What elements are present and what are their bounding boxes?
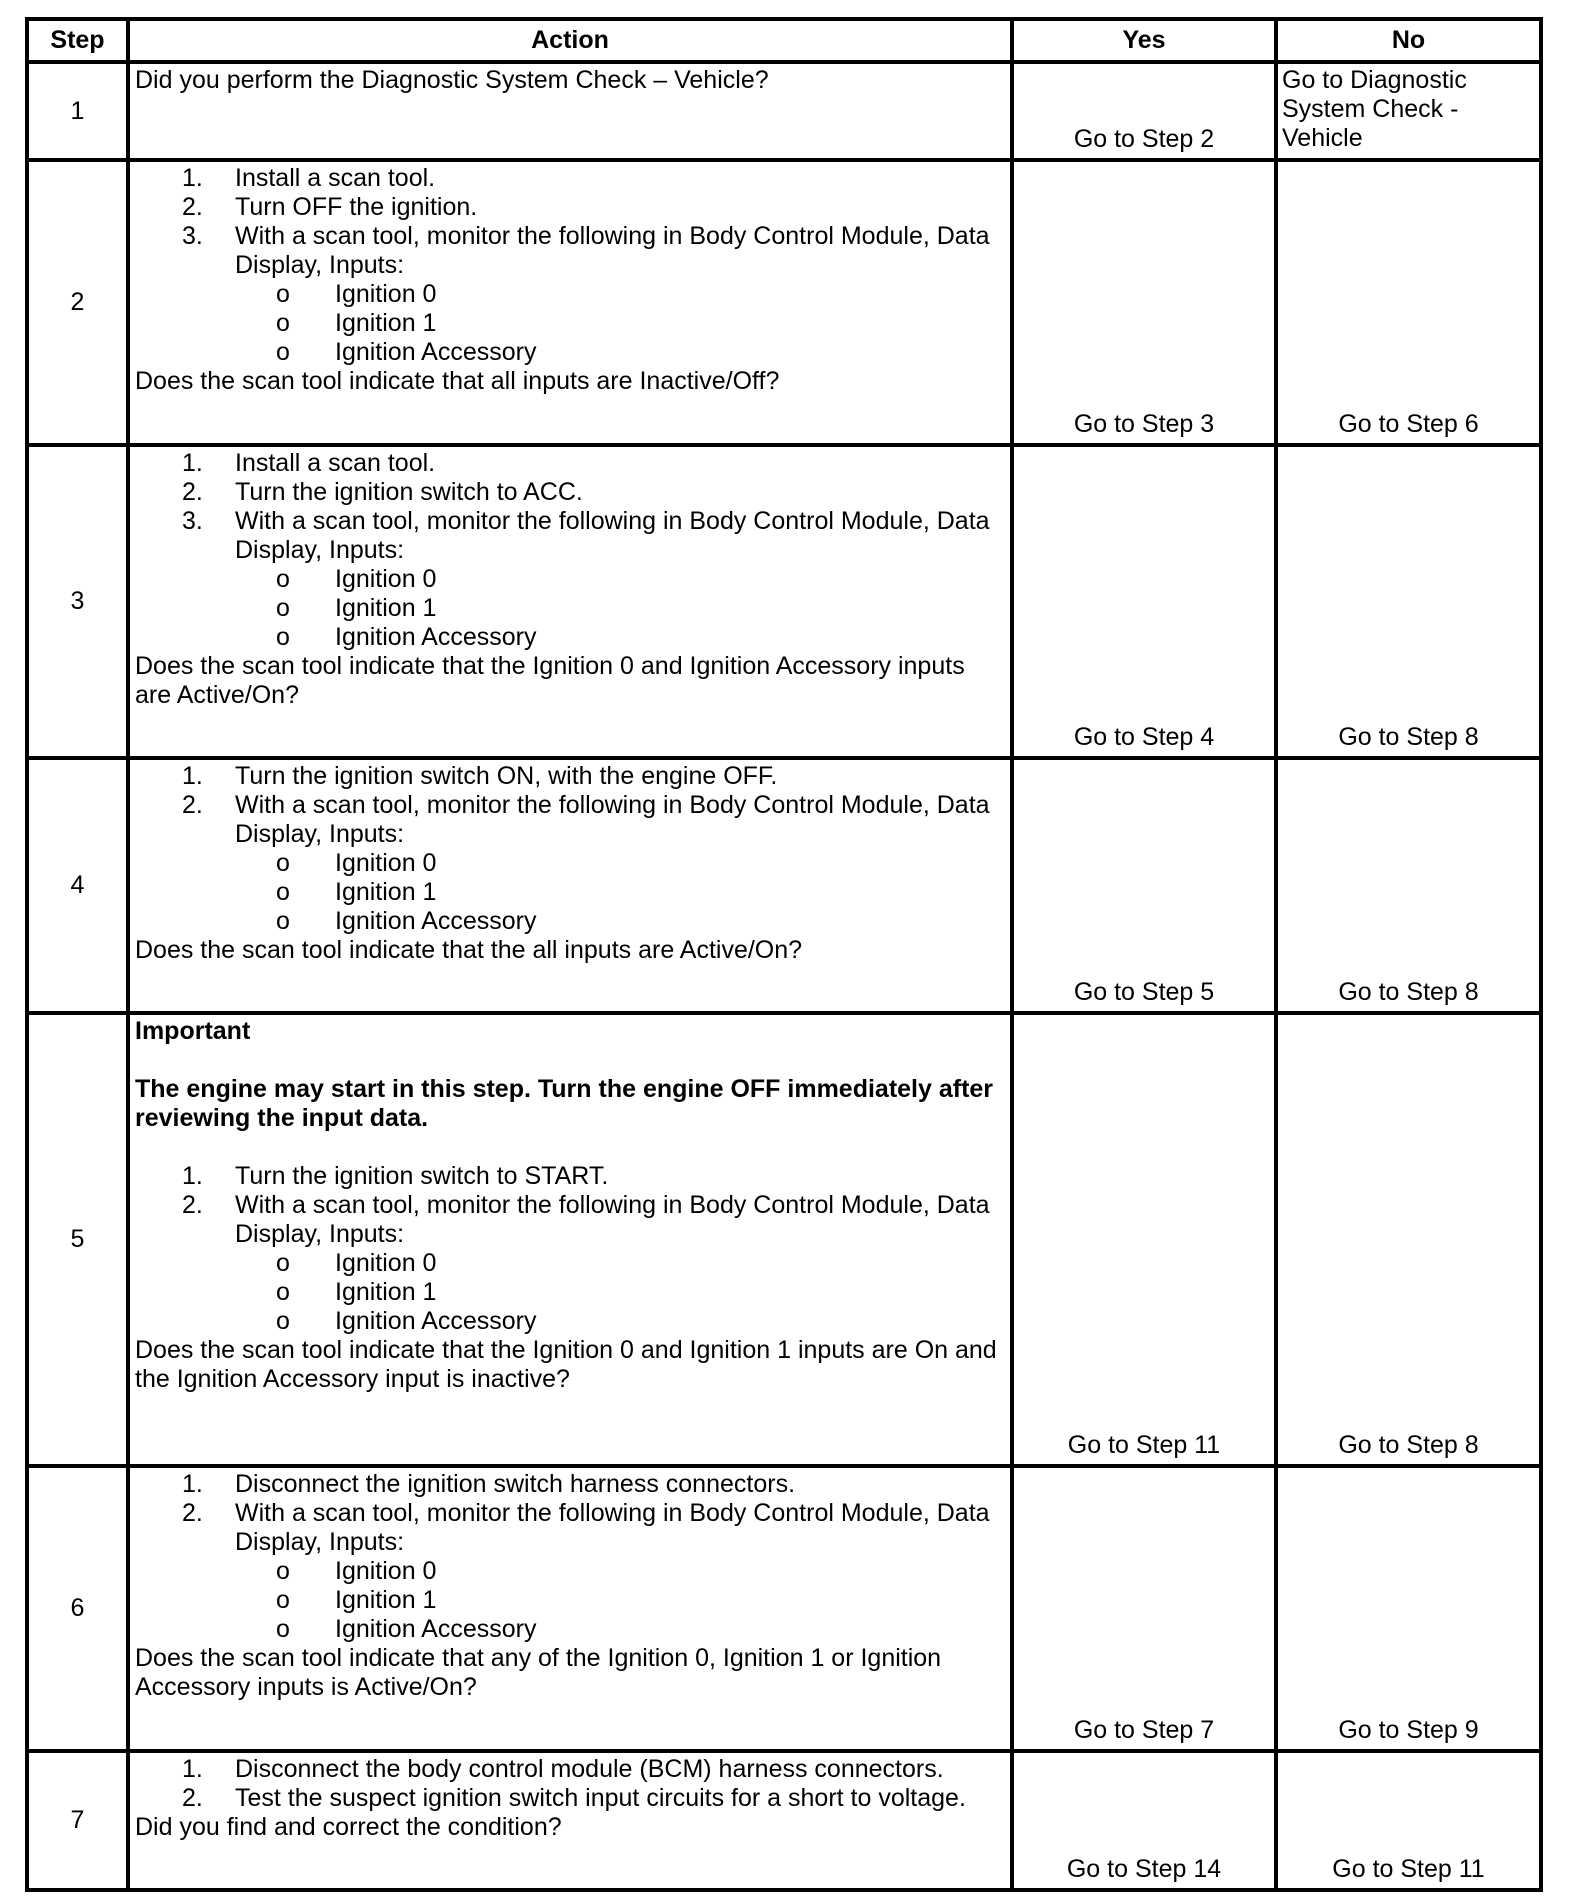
- table-header-row: [27, 19, 1541, 62]
- no-cell: Go to Step 9: [1276, 1466, 1541, 1751]
- bullet-icon: o: [276, 1249, 290, 1277]
- numbered-list: [135, 1470, 1002, 1644]
- action-question: Does the scan tool indicate that any of the Ignition 0, Ignition 1 or Ignition Accessory inputs is Active/On?: [135, 1644, 942, 1701]
- list-number: 2.: [182, 193, 203, 221]
- sub-list: [235, 565, 1002, 652]
- header-no: No: [1276, 19, 1541, 62]
- list-item: 2. Turn OFF the ignition.: [182, 193, 478, 221]
- list-number: 2.: [182, 1191, 203, 1219]
- action-cell: [128, 445, 1012, 758]
- step-number: 2: [27, 160, 128, 445]
- list-number: 2.: [182, 791, 203, 819]
- bullet-icon: o: [276, 309, 290, 337]
- table-row: [27, 1751, 1541, 1890]
- header-yes: Yes: [1012, 19, 1276, 62]
- numbered-list: [135, 762, 1002, 936]
- list-number: 2.: [182, 1784, 203, 1812]
- list-item: 2. Turn the ignition switch to ACC.: [182, 478, 583, 506]
- bullet-icon: o: [276, 1278, 290, 1306]
- action-question: Did you perform the Diagnostic System Check – Vehicle?: [135, 66, 769, 94]
- yes-cell: Go to Step 2: [1012, 62, 1276, 160]
- table-row: [27, 160, 1541, 445]
- table-row: [27, 758, 1541, 1013]
- list-item: 1. Install a scan tool.: [182, 449, 436, 477]
- step-number: 6: [27, 1466, 128, 1751]
- list-item: 1. Install a scan tool.: [182, 164, 436, 192]
- step-number: 4: [27, 758, 128, 1013]
- sub-list-item: o Ignition 0: [276, 1557, 437, 1585]
- yes-cell: Go to Step 14: [1012, 1751, 1276, 1890]
- list-number: 2.: [182, 1499, 203, 1527]
- table-row: [27, 1013, 1541, 1466]
- action-question: Does the scan tool indicate that the all inputs are Active/On?: [135, 936, 803, 964]
- action-question: Does the scan tool indicate that the Ignition 0 and Ignition 1 inputs are On and the Ignition Accessory input is inactive?: [135, 1336, 997, 1393]
- step-number: 7: [27, 1751, 128, 1890]
- list-number: 3.: [182, 507, 203, 535]
- action-steps: [135, 449, 1002, 652]
- action-question: Does the scan tool indicate that all inputs are Inactive/Off?: [135, 367, 780, 395]
- list-number: 2.: [182, 478, 203, 506]
- numbered-list: [135, 1755, 1002, 1813]
- list-item: 2. Test the suspect ignition switch input circuits for a short to voltage.: [182, 1784, 966, 1812]
- action-steps: [135, 1755, 1002, 1813]
- important-notice: The engine may start in this step. Turn the engine OFF immediately after reviewing the input data.: [135, 1075, 994, 1132]
- bullet-icon: o: [276, 1557, 290, 1585]
- list-item: 2. With a scan tool, monitor the following in Body Control Module, Data Display, Inputs: o Ignition 0 o Ignition 1 o Ignition Accessory: [135, 791, 1002, 936]
- list-item: 1. Disconnect the ignition switch harness connectors.: [182, 1470, 796, 1498]
- action-question: Did you find and correct the condition?: [135, 1813, 562, 1841]
- list-item: 2. With a scan tool, monitor the following in Body Control Module, Data Display, Inputs: o Ignition 0 o Ignition 1 o Ignition Accessory: [135, 1191, 1002, 1336]
- yes-cell: Go to Step 5: [1012, 758, 1276, 1013]
- sub-list-item: o Ignition Accessory: [276, 338, 537, 366]
- action-cell: [128, 758, 1012, 1013]
- yes-cell: Go to Step 7: [1012, 1466, 1276, 1751]
- header-step: Step: [27, 19, 128, 62]
- diagnostic-table: [25, 17, 1543, 1892]
- no-cell: Go to Step 8: [1276, 1013, 1541, 1466]
- yes-cell: Go to Step 4: [1012, 445, 1276, 758]
- sub-list-item: o Ignition 0: [276, 1249, 437, 1277]
- list-number: 1.: [182, 449, 203, 477]
- bullet-icon: o: [276, 878, 290, 906]
- yes-cell: Go to Step 11: [1012, 1013, 1276, 1466]
- action-cell: [128, 1466, 1012, 1751]
- list-item: 3. With a scan tool, monitor the following in Body Control Module, Data Display, Inputs: o Ignition 0 o Ignition 1 o Ignition Accessory: [135, 222, 1002, 367]
- sub-list: [235, 1557, 1002, 1644]
- list-item: 2. With a scan tool, monitor the following in Body Control Module, Data Display, Inputs: o Ignition 0 o Ignition 1 o Ignition Accessory: [135, 1499, 1002, 1644]
- sub-list-item: o Ignition 1: [276, 1586, 437, 1614]
- action-question: Does the scan tool indicate that the Ignition 0 and Ignition Accessory inputs are Active/On?: [135, 652, 965, 709]
- header-action: Action: [128, 19, 1012, 62]
- sub-list: [235, 1249, 1002, 1336]
- action-steps: [135, 1470, 1002, 1644]
- list-number: 3.: [182, 222, 203, 250]
- yes-cell: Go to Step 3: [1012, 160, 1276, 445]
- bullet-icon: o: [276, 907, 290, 935]
- sub-list-item: o Ignition 0: [276, 565, 437, 593]
- bullet-icon: o: [276, 594, 290, 622]
- sub-list-item: o Ignition Accessory: [276, 623, 537, 651]
- no-cell: Go to Step 11: [1276, 1751, 1541, 1890]
- list-number: 1.: [182, 1470, 203, 1498]
- bullet-icon: o: [276, 623, 290, 651]
- no-cell: Go to Step 8: [1276, 445, 1541, 758]
- bullet-icon: o: [276, 1615, 290, 1643]
- no-cell: Go to Diagnostic System Check - Vehicle: [1276, 62, 1541, 160]
- sub-list: [235, 849, 1002, 936]
- list-number: 1.: [182, 1162, 203, 1190]
- bullet-icon: o: [276, 849, 290, 877]
- action-cell: [128, 1751, 1012, 1890]
- sub-list-item: o Ignition 1: [276, 1278, 437, 1306]
- numbered-list: [135, 164, 1002, 367]
- list-item: 1. Disconnect the body control module (BCM) harness connectors.: [182, 1755, 944, 1783]
- action-steps: [135, 762, 1002, 936]
- sub-list-item: o Ignition Accessory: [276, 1307, 537, 1335]
- numbered-list: [135, 449, 1002, 652]
- list-item: 3. With a scan tool, monitor the following in Body Control Module, Data Display, Inputs: o Ignition 0 o Ignition 1 o Ignition Accessory: [135, 507, 1002, 652]
- list-item: 1. Turn the ignition switch ON, with the engine OFF.: [182, 762, 778, 790]
- list-number: 1.: [182, 164, 203, 192]
- bullet-icon: o: [276, 338, 290, 366]
- bullet-icon: o: [276, 1307, 290, 1335]
- action-cell: [128, 160, 1012, 445]
- action-steps: [135, 164, 1002, 367]
- bullet-icon: o: [276, 1586, 290, 1614]
- step-number: 1: [27, 62, 128, 160]
- sub-list-item: o Ignition Accessory: [276, 1615, 537, 1643]
- table-row: [27, 445, 1541, 758]
- sub-list-item: o Ignition 1: [276, 878, 437, 906]
- action-cell: [128, 1013, 1012, 1466]
- sub-list-item: o Ignition Accessory: [276, 907, 537, 935]
- important-title: Important: [135, 1017, 251, 1045]
- list-number: 1.: [182, 1755, 203, 1783]
- step-number: 5: [27, 1013, 128, 1466]
- list-number: 1.: [182, 762, 203, 790]
- sub-list-item: o Ignition 0: [276, 849, 437, 877]
- list-item: 1. Turn the ignition switch to START.: [182, 1162, 609, 1190]
- no-cell: Go to Step 6: [1276, 160, 1541, 445]
- sub-list-item: o Ignition 0: [276, 280, 437, 308]
- no-cell: Go to Step 8: [1276, 758, 1541, 1013]
- table-row: [27, 1466, 1541, 1751]
- action-steps: [135, 1017, 1002, 1336]
- step-number: 3: [27, 445, 128, 758]
- bullet-icon: o: [276, 280, 290, 308]
- sub-list: [235, 280, 1002, 367]
- action-cell: [128, 62, 1012, 160]
- table-row: [27, 62, 1541, 160]
- sub-list-item: o Ignition 1: [276, 594, 437, 622]
- bullet-icon: o: [276, 565, 290, 593]
- numbered-list: [135, 1162, 1002, 1336]
- sub-list-item: o Ignition 1: [276, 309, 437, 337]
